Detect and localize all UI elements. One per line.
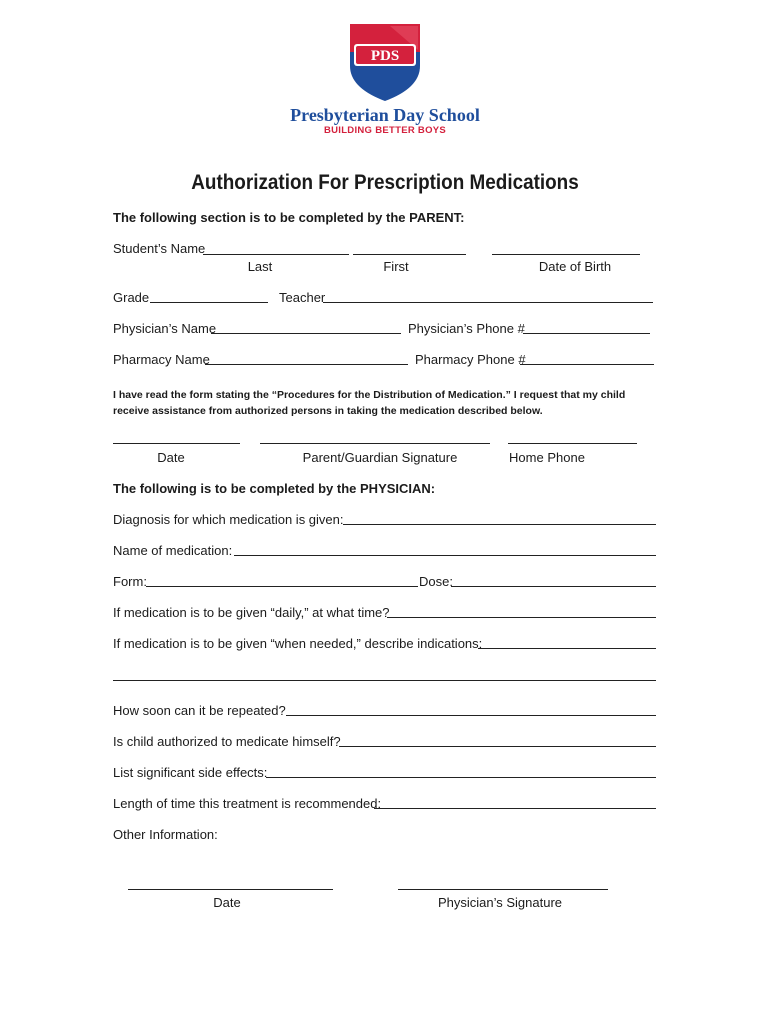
self-medicate-field[interactable] bbox=[339, 746, 656, 747]
grade-field[interactable] bbox=[150, 302, 268, 303]
form-label: Form: bbox=[113, 574, 147, 589]
diagnosis-label: Diagnosis for which medication is given: bbox=[113, 512, 344, 527]
parent-statement-line-1: I have read the form stating the “Procedures for the Distribution of Medication.” I request that my child bbox=[113, 389, 626, 401]
student-first-name-field[interactable] bbox=[353, 254, 466, 255]
pharmacy-name-field[interactable] bbox=[205, 364, 408, 365]
dose-label: Dose: bbox=[419, 574, 453, 589]
physician-phone-field[interactable] bbox=[523, 333, 650, 334]
student-name-label: Student’s Name bbox=[113, 241, 206, 256]
daily-time-label: If medication is to be given “daily,” at what time? bbox=[113, 605, 390, 620]
last-caption: Last bbox=[247, 259, 273, 274]
physician-signature-field[interactable] bbox=[398, 889, 608, 890]
physician-phone-label: Physician’s Phone # bbox=[408, 321, 525, 336]
diagnosis-field[interactable] bbox=[343, 524, 656, 525]
school-tagline: BUILDING BETTER BOYS bbox=[323, 125, 447, 136]
date-of-birth-caption: Date of Birth bbox=[538, 259, 612, 274]
parent-statement-line-2: receive assistance from authorized persons in taking the medication described below. bbox=[113, 405, 543, 417]
medication-name-label: Name of medication: bbox=[113, 543, 233, 558]
daily-time-field[interactable] bbox=[387, 617, 656, 618]
repeat-field[interactable] bbox=[286, 715, 656, 716]
grade-label: Grade bbox=[113, 290, 150, 305]
parent-date-field[interactable] bbox=[113, 443, 240, 444]
shield-icon bbox=[346, 22, 424, 102]
when-needed-label: If medication is to be given “when needed,” describe indications: bbox=[113, 636, 483, 651]
repeat-label: How soon can it be repeated? bbox=[113, 703, 286, 718]
physician-section-heading: The following is to be completed by the PHYSICIAN: bbox=[113, 481, 436, 496]
physician-name-field[interactable] bbox=[211, 333, 401, 334]
pharmacy-phone-label: Pharmacy Phone # bbox=[415, 352, 526, 367]
form-title: Authorization For Prescription Medications bbox=[191, 171, 579, 194]
pharmacy-phone-field[interactable] bbox=[520, 364, 654, 365]
teacher-field[interactable] bbox=[323, 302, 653, 303]
parent-date-caption: Date bbox=[157, 450, 185, 465]
when-needed-field-continued[interactable] bbox=[113, 680, 656, 681]
side-effects-field[interactable] bbox=[266, 777, 656, 778]
physician-signature-caption: Physician’s Signature bbox=[437, 895, 563, 910]
physician-date-field[interactable] bbox=[128, 889, 333, 890]
side-effects-label: List significant side effects: bbox=[113, 765, 268, 780]
school-name: Presbyterian Day School bbox=[290, 105, 480, 125]
when-needed-field[interactable] bbox=[478, 648, 656, 649]
self-medicate-label: Is child authorized to medicate himself? bbox=[113, 734, 341, 749]
parent-section-heading: The following section is to be completed by the PARENT: bbox=[113, 210, 465, 225]
home-phone-field[interactable] bbox=[508, 443, 637, 444]
physician-date-caption: Date bbox=[213, 895, 241, 910]
treatment-length-label: Length of time this treatment is recommended: bbox=[113, 796, 382, 811]
student-last-name-field[interactable] bbox=[203, 254, 349, 255]
svg-text:PDS: PDS bbox=[370, 48, 400, 64]
date-of-birth-field[interactable] bbox=[492, 254, 640, 255]
parent-signature-field[interactable] bbox=[260, 443, 490, 444]
medication-name-field[interactable] bbox=[234, 555, 656, 556]
first-caption: First bbox=[383, 259, 409, 274]
form-field[interactable] bbox=[146, 586, 418, 587]
parent-signature-caption: Parent/Guardian Signature bbox=[302, 450, 458, 465]
physician-name-label: Physician’s Name bbox=[113, 321, 217, 336]
home-phone-caption: Home Phone bbox=[509, 450, 585, 465]
pharmacy-name-label: Pharmacy Name bbox=[113, 352, 210, 367]
teacher-label: Teacher bbox=[279, 290, 326, 305]
school-logo bbox=[346, 22, 424, 107]
dose-field[interactable] bbox=[451, 586, 656, 587]
other-information-label: Other Information: bbox=[113, 827, 218, 842]
treatment-length-field[interactable] bbox=[374, 808, 656, 809]
